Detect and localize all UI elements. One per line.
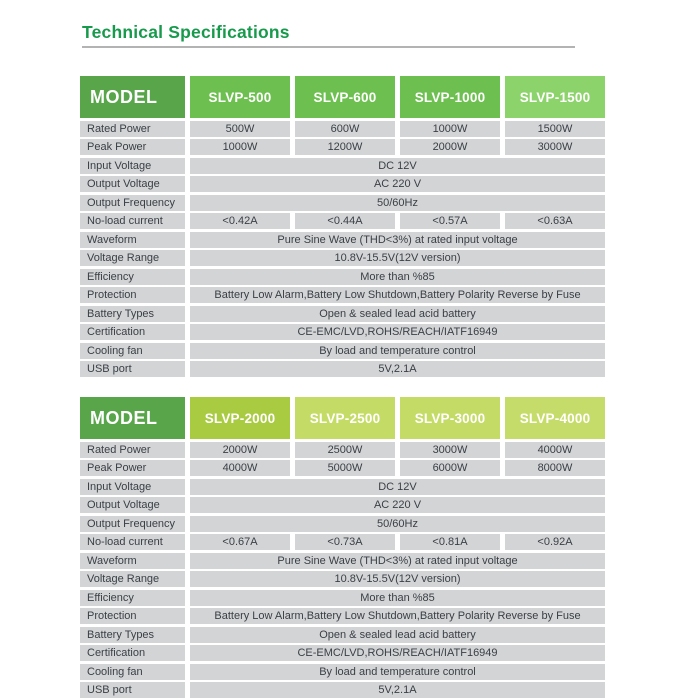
- value-cell: 1000W: [400, 121, 500, 137]
- row-label-cell: Voltage Range: [80, 571, 185, 587]
- span-value-cell: AC 220 V: [190, 176, 605, 192]
- value-cell: 500W: [190, 121, 290, 137]
- span-value-cell: 10.8V-15.5V(12V version): [190, 250, 605, 266]
- span-value-cell: AC 220 V: [190, 497, 605, 513]
- value-cell: 4000W: [505, 442, 605, 458]
- row-label-cell: Voltage Range: [80, 250, 185, 266]
- row-label-cell: Output Frequency: [80, 195, 185, 211]
- column-header-cell: SLVP-1000: [400, 76, 500, 118]
- span-value-cell: Battery Low Alarm,Battery Low Shutdown,Battery Polarity Reverse by Fuse: [190, 287, 605, 303]
- row-label-cell: Rated Power: [80, 442, 185, 458]
- value-cell: 2000W: [190, 442, 290, 458]
- row-label-cell: Battery Types: [80, 627, 185, 643]
- span-value-cell: Pure Sine Wave (THD<3%) at rated input voltage: [190, 232, 605, 248]
- value-cell: 3000W: [400, 442, 500, 458]
- column-header-cell: SLVP-600: [295, 76, 395, 118]
- value-cell: 1500W: [505, 121, 605, 137]
- span-value-cell: CE-EMC/LVD,ROHS/REACH/IATF16949: [190, 324, 605, 340]
- span-value-cell: DC 12V: [190, 479, 605, 495]
- row-label-cell: Rated Power: [80, 121, 185, 137]
- row-label-cell: Output Voltage: [80, 176, 185, 192]
- row-label-cell: Input Voltage: [80, 158, 185, 174]
- row-label-cell: Certification: [80, 324, 185, 340]
- row-label-cell: Protection: [80, 608, 185, 624]
- row-label-cell: Peak Power: [80, 460, 185, 476]
- span-value-cell: By load and temperature control: [190, 343, 605, 359]
- span-value-cell: CE-EMC/LVD,ROHS/REACH/IATF16949: [190, 645, 605, 661]
- value-cell: <0.92A: [505, 534, 605, 550]
- row-label-cell: Peak Power: [80, 139, 185, 155]
- column-header-cell: SLVP-500: [190, 76, 290, 118]
- value-cell: <0.81A: [400, 534, 500, 550]
- value-cell: <0.44A: [295, 213, 395, 229]
- model-header-cell: MODEL: [80, 76, 185, 118]
- value-cell: 600W: [295, 121, 395, 137]
- span-value-cell: Pure Sine Wave (THD<3%) at rated input voltage: [190, 553, 605, 569]
- span-value-cell: More than %85: [190, 590, 605, 606]
- span-value-cell: DC 12V: [190, 158, 605, 174]
- row-label-cell: Cooling fan: [80, 664, 185, 680]
- title-underline: [82, 46, 575, 48]
- row-label-cell: Waveform: [80, 553, 185, 569]
- span-value-cell: 10.8V-15.5V(12V version): [190, 571, 605, 587]
- row-label-cell: Certification: [80, 645, 185, 661]
- value-cell: 5000W: [295, 460, 395, 476]
- row-label-cell: USB port: [80, 361, 185, 377]
- row-label-cell: Output Voltage: [80, 497, 185, 513]
- span-value-cell: 50/60Hz: [190, 195, 605, 211]
- value-cell: <0.67A: [190, 534, 290, 550]
- value-cell: 2500W: [295, 442, 395, 458]
- value-cell: 2000W: [400, 139, 500, 155]
- span-value-cell: Open & sealed lead acid battery: [190, 627, 605, 643]
- row-label-cell: Efficiency: [80, 590, 185, 606]
- row-label-cell: Waveform: [80, 232, 185, 248]
- span-value-cell: More than %85: [190, 269, 605, 285]
- page-title: Technical Specifications: [82, 22, 290, 42]
- row-label-cell: No-load current: [80, 534, 185, 550]
- value-cell: 1200W: [295, 139, 395, 155]
- row-label-cell: Input Voltage: [80, 479, 185, 495]
- spec-table-2: [80, 397, 605, 698]
- column-header-cell: SLVP-2000: [190, 397, 290, 439]
- spec-table-1: [80, 76, 605, 377]
- row-label-cell: Efficiency: [80, 269, 185, 285]
- span-value-cell: 5V,2.1A: [190, 682, 605, 698]
- row-label-cell: Battery Types: [80, 306, 185, 322]
- span-value-cell: Battery Low Alarm,Battery Low Shutdown,Battery Polarity Reverse by Fuse: [190, 608, 605, 624]
- column-header-cell: SLVP-4000: [505, 397, 605, 439]
- value-cell: <0.42A: [190, 213, 290, 229]
- model-header-cell: MODEL: [80, 397, 185, 439]
- row-label-cell: Output Frequency: [80, 516, 185, 532]
- span-value-cell: Open & sealed lead acid battery: [190, 306, 605, 322]
- row-label-cell: Cooling fan: [80, 343, 185, 359]
- value-cell: 8000W: [505, 460, 605, 476]
- row-label-cell: USB port: [80, 682, 185, 698]
- value-cell: <0.63A: [505, 213, 605, 229]
- column-header-cell: SLVP-2500: [295, 397, 395, 439]
- value-cell: <0.73A: [295, 534, 395, 550]
- value-cell: 4000W: [190, 460, 290, 476]
- span-value-cell: By load and temperature control: [190, 664, 605, 680]
- value-cell: 1000W: [190, 139, 290, 155]
- span-value-cell: 50/60Hz: [190, 516, 605, 532]
- column-header-cell: SLVP-1500: [505, 76, 605, 118]
- span-value-cell: 5V,2.1A: [190, 361, 605, 377]
- value-cell: <0.57A: [400, 213, 500, 229]
- column-header-cell: SLVP-3000: [400, 397, 500, 439]
- row-label-cell: No-load current: [80, 213, 185, 229]
- value-cell: 6000W: [400, 460, 500, 476]
- value-cell: 3000W: [505, 139, 605, 155]
- row-label-cell: Protection: [80, 287, 185, 303]
